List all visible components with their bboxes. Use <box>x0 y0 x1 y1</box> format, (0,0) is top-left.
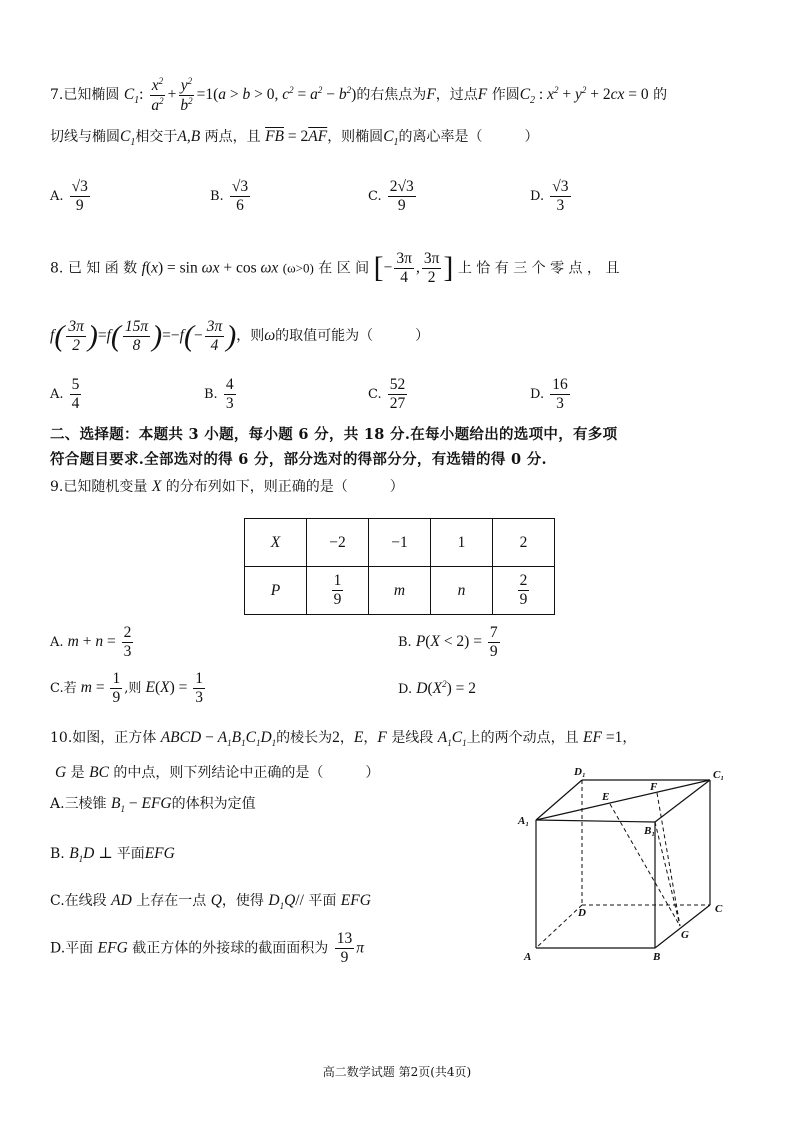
q9-option-a: A. m + n = $\frac{2}{3}$ <box>50 624 132 660</box>
q10-text: 是线段 <box>391 730 434 746</box>
label-f: F <box>650 781 658 793</box>
option-text: 截正方体的外接球的截面面积为 <box>132 940 329 957</box>
q8-text: 上 恰 有 三 个 零 点 ， 且 <box>457 260 620 277</box>
q7-option-d <box>530 178 573 215</box>
q10-option-c: C.在线段 AD 上存在一点 Q，使得 $D_1Q//$ 平面 EFG <box>50 892 371 912</box>
option-label: A. <box>50 386 64 402</box>
table-cell: −2 <box>307 519 369 567</box>
table-cell: 2 <box>493 519 555 567</box>
q7-text: 切线与椭圆 <box>50 129 120 145</box>
q7-text: 两点，且 <box>204 129 261 145</box>
cube-figure <box>510 760 735 970</box>
option-text: 在线段 <box>64 893 107 909</box>
table-cell: n <box>431 567 493 615</box>
option-text: ,则 <box>124 680 142 696</box>
option-label: D. <box>530 188 545 204</box>
table-row <box>245 519 555 567</box>
segment-f-g <box>657 793 680 926</box>
option-text: 的体积为定值 <box>171 796 256 812</box>
q8-text: 已 知 函 数 <box>67 260 138 277</box>
q8-interval: [− $\frac{3\pi}{4}$ , $\frac{3\pi}{2}$ ] <box>373 250 454 286</box>
edge-d1-a1 <box>536 780 582 820</box>
option-numerator: 52 <box>389 376 406 393</box>
option-text: 平面 <box>65 940 94 957</box>
option-text: 上存在一点 <box>136 893 207 909</box>
q7-line1: 7.已知椭圆 $C_1$: $\frac{x^2}{a^2}$ + $\frac{y^2}{b^2}$ =1(a > b > 0, $c^2 = a^2 - b^2$)的右焦点为F，过点F 作圆$C_2$ : $x^2 + y^2 + 2cx = 0$ 的 <box>50 76 668 115</box>
q7-text: 作圆 <box>491 87 520 104</box>
option-denominator: 3 <box>556 394 564 412</box>
q7-text: 的离心率是（ ） <box>398 129 539 145</box>
label-d1: D₁ <box>574 766 586 778</box>
option-denominator: 4 <box>71 394 80 412</box>
label-b1: B₁ <box>644 825 656 837</box>
q7-text: 已知椭圆 <box>63 87 120 104</box>
q8-option-b <box>204 376 238 413</box>
q8-text: 在 区 间 <box>318 260 370 277</box>
q10-option-b: B. $B_1D$ ⊥ 平面EFG <box>50 845 175 865</box>
option-label: B. <box>50 846 65 862</box>
q7-option-b <box>210 178 252 215</box>
label-g: G <box>681 929 689 941</box>
option-text: 三棱锥 <box>64 796 107 812</box>
q10-option-d: D.平面 EFG 截正方体的外接球的截面面积为 $\frac{13}{9}$ π <box>50 930 364 966</box>
q10-text: ， <box>363 730 378 746</box>
label-a1: A₁ <box>518 815 530 827</box>
table-row <box>245 567 555 615</box>
table-cell: −1 <box>369 519 431 567</box>
q7-number: 7. <box>50 87 64 104</box>
segment-b1-g <box>655 822 680 926</box>
option-denominator: 27 <box>389 394 406 412</box>
q10-text: 的中点，则下列结论中正确的是（ ） <box>113 765 380 781</box>
option-numerator: 16 <box>552 376 568 393</box>
q8-option-d <box>530 376 572 413</box>
q10-text: 的棱长为 <box>276 730 333 746</box>
q8-text: 的取值可能为（ ） <box>275 327 430 344</box>
label-c: C <box>715 903 723 915</box>
option-label: A. <box>50 188 64 204</box>
option-label: D. <box>530 386 545 402</box>
option-label: D. <box>398 682 413 698</box>
label-d: D <box>578 907 586 919</box>
option-numerator: √3 <box>71 178 88 195</box>
q10-text: 如图，正方体 <box>72 730 157 746</box>
q7-text: 的右焦点为 <box>356 87 427 104</box>
label-e: E <box>602 791 610 803</box>
label-c1: C₁ <box>713 769 725 781</box>
label-b: B <box>653 951 661 963</box>
q8-equation: f( $\frac{3\pi}{2}$ )=f( $\frac{15\pi}{8}$ )=−f(− $\frac{3\pi}{4}$ ) <box>50 318 237 354</box>
q8-number: 8. <box>50 260 64 277</box>
option-label: D. <box>50 940 66 957</box>
q8-omega-cond: (ω>0) <box>282 260 314 276</box>
q10-text: ， <box>339 730 354 746</box>
q8-option-a <box>50 376 83 413</box>
q9-option-c: C.若 m = $\frac{1}{9}$ ,则 E(X) = $\frac{1}{3}$ <box>50 670 204 706</box>
q7-ellipse-eq: $C_1$: $\frac{x^2}{a^2}$ + $\frac{y^2}{b^2}$ =1(a > b > 0, $c^2 = a^2 - b^2$) <box>123 76 357 115</box>
edge-b-c <box>655 905 710 948</box>
q7-option-a <box>50 178 92 215</box>
option-label: B. <box>204 386 218 402</box>
q8-function: f(x) = sin ωx + cos ωx <box>141 259 279 277</box>
q8-text: ，则 <box>236 327 265 344</box>
q9-line1: 9.已知随机变量 X 的分布列如下，则正确的是（ ） <box>50 478 404 495</box>
q7-line2: 切线与椭圆$C_1$相交于A,B 两点，且 $\overline{FB} = 2\overline{AF}$，则椭圆$C_1$的离心率是（ ） <box>50 128 539 149</box>
q8-option-c <box>368 376 409 413</box>
q7-text: 的 <box>653 87 668 104</box>
table-cell: P <box>245 567 307 615</box>
q10-option-a: A.三棱锥 $B_1$ − EFG的体积为定值 <box>50 795 256 815</box>
table-cell: $\frac{2}{9}$ <box>493 567 555 615</box>
option-text: 若 <box>63 680 77 696</box>
option-label: C. <box>50 680 64 696</box>
q10-line2: G 是 BC 的中点，则下列结论中正确的是（ ） <box>55 764 380 781</box>
q7-text: ，过点 <box>435 87 478 104</box>
option-label: A. <box>50 634 64 650</box>
option-label: A. <box>50 796 65 812</box>
q7-option-c <box>368 178 418 215</box>
q9-text: 已知随机变量 <box>63 479 148 495</box>
option-numerator: 5 <box>71 376 80 393</box>
table-cell: X <box>245 519 307 567</box>
q8-line2: f( $\frac{3\pi}{2}$ )=f( $\frac{15\pi}{8}$ )=−f(− $\frac{3\pi}{4}$ )，则ω的取值可能为（ ） <box>50 318 430 354</box>
q10-line1: 10.如图，正方体 ABCD − $A_1B_1C_1D_1$的棱长为2，E，F 是线段 $A_1C_1$上的两个动点，且 EF =1， <box>50 729 637 749</box>
section2-heading-line2: 符合题目要求.全部选对的得 6 分，部分选对的得部分分，有选错的得 0 分. <box>50 451 547 468</box>
option-numerator: √3 <box>231 178 249 195</box>
table-cell: $\frac{1}{9}$ <box>307 567 369 615</box>
option-denominator: 6 <box>236 196 244 214</box>
option-text: 平面 <box>308 893 337 909</box>
option-numerator: 2√3 <box>389 178 414 195</box>
distribution-table <box>244 518 555 615</box>
option-denominator: 9 <box>75 196 84 214</box>
option-denominator: 3 <box>556 196 565 214</box>
table-cell: 1 <box>431 519 493 567</box>
q9-number: 9. <box>50 479 64 495</box>
option-label: C. <box>368 188 382 204</box>
q7-text: ，则椭圆 <box>327 129 384 145</box>
option-denominator: 9 <box>397 196 406 214</box>
table-cell: m <box>369 567 431 615</box>
q8-line1 <box>50 250 619 287</box>
q7-text: 相交于 <box>135 129 178 145</box>
q10-text: 上的两个动点，且 <box>466 730 579 746</box>
q9-option-d: D. $D(X^2) = 2$ <box>398 679 476 698</box>
option-numerator: 4 <box>225 376 234 393</box>
option-text: ，使得 <box>221 893 264 909</box>
option-numerator: √3 <box>552 178 569 195</box>
label-a: A <box>524 951 532 963</box>
q10-text: 是 <box>70 765 85 781</box>
option-label: B. <box>398 634 412 650</box>
edge-d-a <box>536 905 582 948</box>
edge-a1-b1 <box>536 820 655 822</box>
option-text: 平面 <box>116 846 145 862</box>
option-label: C. <box>368 386 382 402</box>
page-footer: 高二数学试题 第2页(共4页) <box>322 1065 472 1079</box>
q9-option-b: B. P(X < 2) = $\frac{7}{9}$ <box>398 624 498 660</box>
option-label: C. <box>50 893 65 909</box>
q7-vector-eq: $\overline{FB} = 2\overline{AF}$ <box>265 128 328 145</box>
q10-text: ， <box>622 730 637 746</box>
q7-circle-eq: $C_2$ : $x^2 + y^2 + 2cx = 0$ <box>519 84 649 107</box>
q9-text: 的分布列如下，则正确的是（ ） <box>165 479 404 495</box>
option-denominator: 3 <box>225 394 234 412</box>
q10-number: 10. <box>50 730 73 746</box>
option-label: B. <box>210 188 224 204</box>
section2-heading-line1: 二、选择题：本题共 3 小题，每小题 6 分，共 18 分.在每小题给出的选项中，有多项 <box>50 426 618 443</box>
